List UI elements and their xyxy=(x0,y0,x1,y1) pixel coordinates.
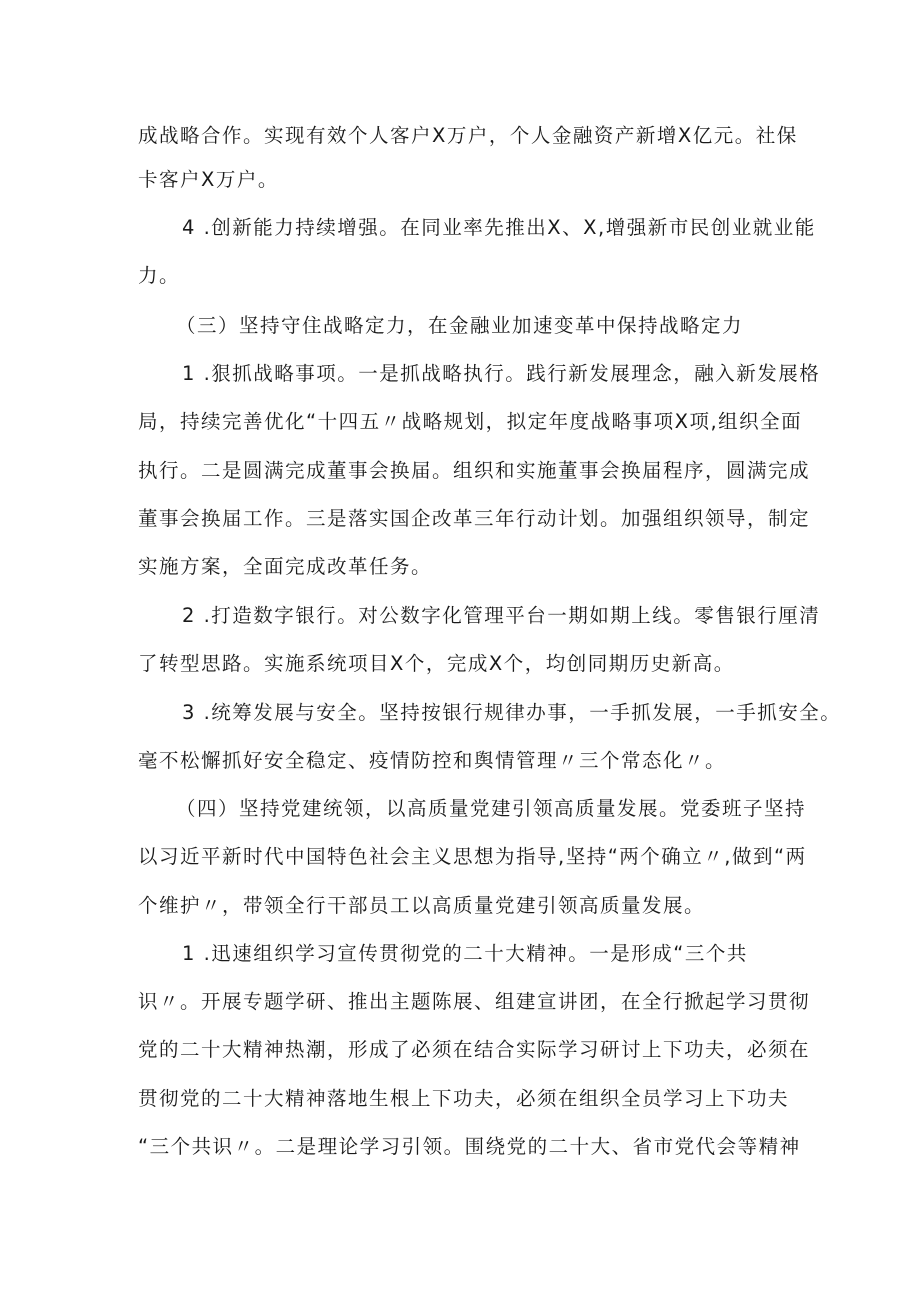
text-line: 卡客户X万户。 xyxy=(138,168,279,191)
text-line: 贯彻党的二十大精神落地生根上下功夫，必须在组织全员学习上下功夫 xyxy=(138,1087,790,1110)
text-line: 了转型思路。实施系统项目X个，完成X个，均创同期历史新高。 xyxy=(138,652,735,675)
text-line: 成战略合作。实现有效个人客户X万户，个人金融资产新增X亿元。社保 xyxy=(138,124,798,147)
text-line: 党的二十大精神热潮，形成了必须在结合实际学习研讨上下功夫，必须在 xyxy=(138,1038,811,1061)
text-line: 毫不松懈抓好安全稳定、疫情防控和舆情管理〃三个常态化〃。 xyxy=(138,749,727,772)
section-heading: （四）坚持党建统领，以高质量党建引领高质量发展。党委班子坚持 xyxy=(176,797,807,820)
text-line: 识〃。开展专题学研、推出主题陈展、组建宣讲团，在全行掀起学习贯彻 xyxy=(138,990,811,1013)
text-line: 2 .打造数字银行。对公数字化管理平台一期如期上线。零售银行厘清 xyxy=(182,604,821,627)
text-line: 3 .统筹发展与安全。坚持按银行规律办事，一手抓发展，一手抓安全。 xyxy=(182,701,842,724)
text-line: 董事会换届工作。三是落实国企改革三年行动计划。加强组织领导，制定 xyxy=(138,507,811,530)
text-line: 局，持续完善优化“十四五〃战略规划，拟定年度战略事项X项,组织全面 xyxy=(138,410,803,433)
text-line: 4 .创新能力持续增强。在同业率先推出X、X,增强新市民创业就业能 xyxy=(182,216,816,239)
text-line: 执行。二是圆满完成董事会换届。组织和实施董事会换届程序，圆满完成 xyxy=(138,459,811,482)
text-line: 实施方案，全面完成改革任务。 xyxy=(138,555,433,578)
text-line: 1 .迅速组织学习宣传贯彻党的二十大精神。一是形成“三个共 xyxy=(182,942,748,965)
text-line: “三个共识〃。二是理论学习引领。围绕党的二十大、省市党代会等精神 xyxy=(138,1135,801,1158)
text-line: 1 .狠抓战略事项。一是抓战略执行。践行新发展理念，融入新发展格 xyxy=(182,362,821,385)
text-line: 以习近平新时代中国特色社会主义思想为指导,坚持“两个确立〃,做到“两 xyxy=(138,845,807,868)
section-heading: （三）坚持守住战略定力，在金融业加速变革中保持战略定力 xyxy=(176,314,744,337)
text-line: 个维护〃，带领全行干部员工以高质量党建引领高质量发展。 xyxy=(138,894,706,917)
text-line: 力。 xyxy=(138,264,181,287)
